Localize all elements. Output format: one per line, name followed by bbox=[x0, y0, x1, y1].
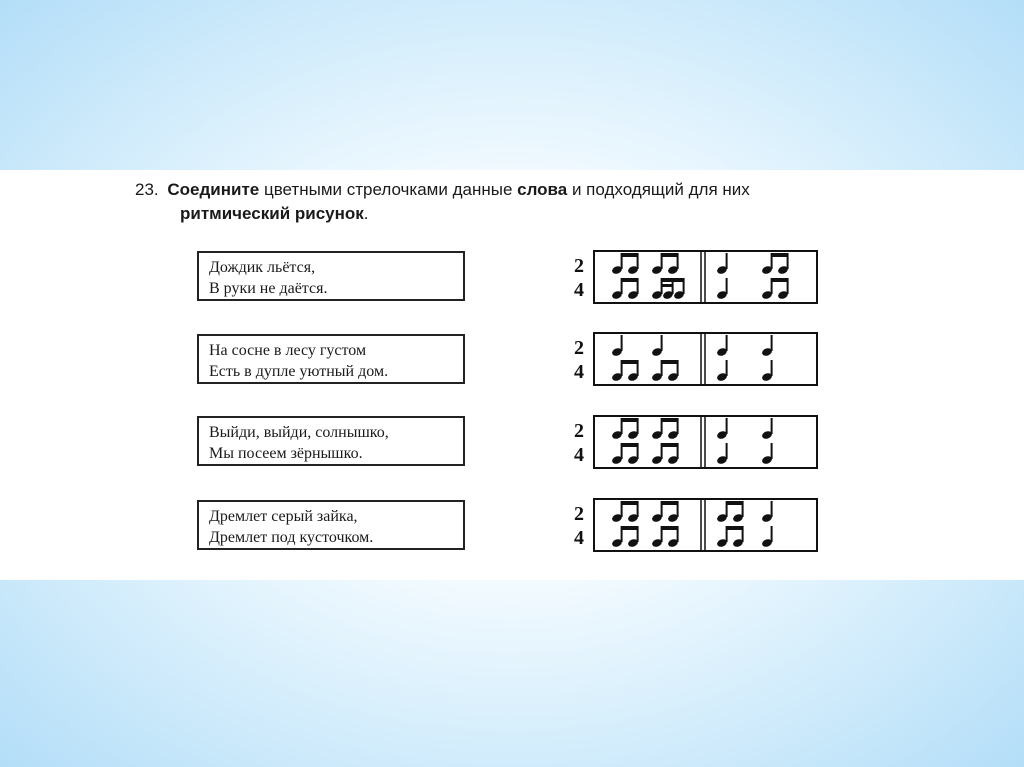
time-signature-bottom: 4 bbox=[574, 361, 584, 383]
verse-box-2[interactable] bbox=[197, 334, 465, 384]
rhythm-pattern-2[interactable] bbox=[572, 330, 822, 388]
note-beam bbox=[772, 278, 788, 282]
time-signature-top: 2 bbox=[574, 337, 584, 359]
verse-line: В руки не даётся. bbox=[209, 280, 328, 297]
time-signature-top: 2 bbox=[574, 420, 584, 442]
note-beam bbox=[662, 253, 678, 257]
note-beam bbox=[662, 443, 678, 447]
note-beam bbox=[727, 501, 743, 505]
task-bold-rhythm: ритмический рисунок bbox=[180, 204, 364, 223]
verse-box-1[interactable] bbox=[197, 251, 465, 301]
time-signature-bottom: 4 bbox=[574, 279, 584, 301]
note-beam bbox=[622, 526, 638, 530]
rhythm-pattern-1[interactable] bbox=[572, 248, 822, 306]
note-beam bbox=[662, 501, 678, 505]
note-beam bbox=[622, 278, 638, 282]
note-beam bbox=[622, 360, 638, 364]
note-beam bbox=[622, 418, 638, 422]
task-instruction bbox=[135, 178, 935, 226]
rhythm-pattern-3[interactable] bbox=[572, 413, 822, 471]
task-text-part2: и подходящий для них bbox=[567, 180, 750, 199]
exercise-sheet bbox=[0, 170, 1024, 580]
task-number: 23. bbox=[135, 180, 159, 199]
time-signature-bottom: 4 bbox=[574, 444, 584, 466]
task-text-period: . bbox=[363, 204, 369, 223]
note-beam bbox=[662, 418, 678, 422]
note-beam bbox=[662, 360, 678, 364]
note-beam bbox=[772, 253, 788, 257]
verse-box-3[interactable] bbox=[197, 416, 465, 466]
verse-line: Мы посеем зёрнышко. bbox=[209, 445, 363, 462]
time-signature-top: 2 bbox=[574, 503, 584, 525]
verse-line: Дремлет серый зайка, bbox=[209, 508, 358, 525]
task-line2 bbox=[135, 202, 935, 226]
time-signature-top: 2 bbox=[574, 255, 584, 277]
note-beam bbox=[622, 443, 638, 447]
task-bold-words: слова bbox=[517, 180, 568, 199]
verse-line: Выйди, выйди, солнышко, bbox=[209, 424, 389, 441]
task-text-part1: цветными стрелочками данные bbox=[259, 180, 518, 199]
rhythm-pattern-4[interactable] bbox=[572, 496, 822, 554]
note-beam bbox=[727, 526, 743, 530]
verse-line: На сосне в лесу густом bbox=[209, 342, 367, 359]
note-beam bbox=[662, 526, 678, 530]
time-signature-bottom: 4 bbox=[574, 527, 584, 549]
verse-line: Дождик льётся, bbox=[209, 259, 316, 276]
note-beam bbox=[622, 501, 638, 505]
verse-line: Есть в дупле уютный дом. bbox=[209, 363, 389, 380]
note-beam-secondary bbox=[662, 284, 673, 287]
note-beam bbox=[622, 253, 638, 257]
verse-line: Дремлет под кусточком. bbox=[209, 529, 374, 546]
note-beam bbox=[662, 278, 684, 282]
task-bold-verb: Соедините bbox=[167, 180, 260, 199]
verse-box-4[interactable] bbox=[197, 500, 465, 550]
